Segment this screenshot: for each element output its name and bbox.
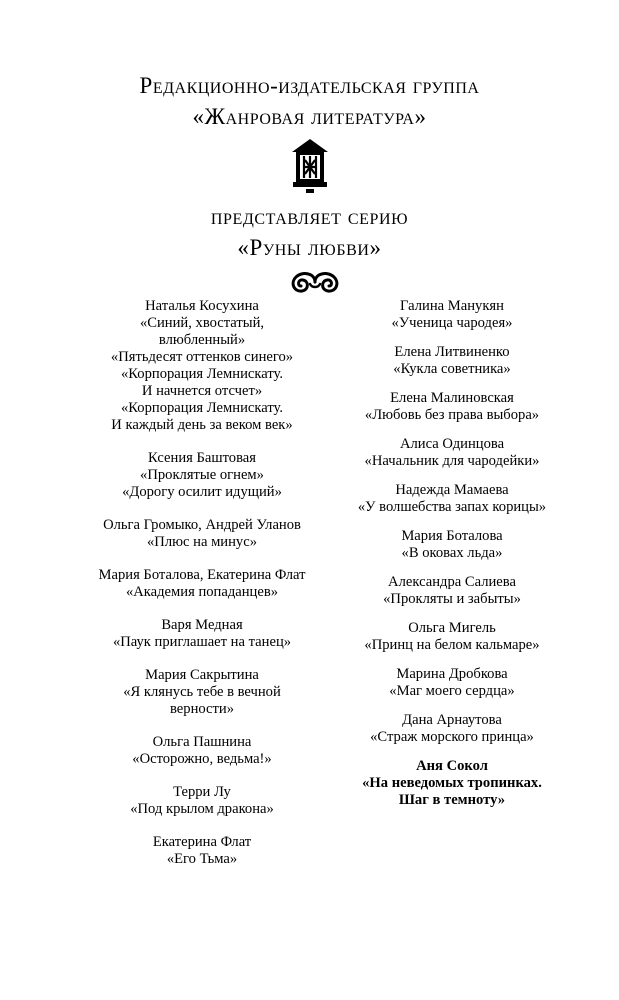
swirl-ornament-icon [288, 268, 342, 296]
book-title: И каждый день за веком век» [111, 417, 293, 433]
lantern-logo-icon [290, 138, 330, 194]
book-title: И начнется отсчет» [141, 383, 263, 399]
author-name: Мария Боталова, Екатерина Флат [98, 567, 306, 583]
publisher-line-1: Редакционно-издательская группа [139, 73, 480, 98]
book-title: «Академия попаданцев» [125, 584, 279, 600]
list-item [72, 834, 332, 868]
author-name: Екатерина Флат [152, 834, 252, 850]
list-item [72, 667, 332, 718]
book-title: «Ученица чародея» [391, 315, 513, 331]
book-title: Шаг в темноту» [398, 792, 506, 808]
author-name: Ольга Пашнина [152, 734, 252, 750]
list-item [332, 620, 572, 654]
list-item [332, 574, 572, 608]
author-name: Дана Арнаутова [402, 712, 502, 728]
book-title: «Осторожно, ведьма!» [132, 751, 272, 767]
left-book-list [72, 298, 332, 884]
book-title: «Пятьдесят оттенков синего» [110, 349, 294, 365]
book-title: «Я клянусь тебе в вечной [123, 684, 281, 700]
author-name: Мария Сакрытина [145, 667, 259, 683]
book-title: «Страж морского принца» [370, 729, 534, 745]
book-title: «На неведомых тропинках. [362, 775, 542, 791]
book-title: «Корпорация Лемнискату. [120, 366, 283, 382]
book-title: «Корпорация Лемнискату. [120, 400, 283, 416]
author-name: Марина Дробкова [396, 666, 508, 682]
book-title: «Синий, хвостатый, [139, 315, 265, 331]
book-title: «Паук приглашает на танец» [112, 634, 292, 650]
author-name: Варя Медная [161, 617, 243, 633]
book-title: «Проклятые огнем» [140, 467, 264, 483]
list-item [72, 567, 332, 601]
list-item [332, 528, 572, 562]
book-title: «Прокляты и забыты» [383, 591, 521, 607]
list-item [72, 450, 332, 501]
list-item [72, 517, 332, 551]
book-title: влюбленный» [158, 332, 246, 348]
book-title: «В оковах льда» [401, 545, 503, 561]
right-book-list [332, 298, 572, 821]
author-name: Мария Боталова [401, 528, 503, 544]
list-item [332, 390, 572, 424]
list-item [332, 666, 572, 700]
list-item [72, 298, 332, 434]
publisher-heading [0, 70, 619, 132]
highlighted-list-item [332, 758, 572, 809]
series-heading [0, 201, 619, 263]
presents-line: представляет серию [210, 204, 409, 229]
list-item [332, 298, 572, 332]
author-name: Александра Салиева [388, 574, 516, 590]
book-title: «Принц на белом кальмаре» [364, 637, 540, 653]
list-item [72, 784, 332, 818]
list-item [332, 482, 572, 516]
list-item [72, 734, 332, 768]
list-item [332, 436, 572, 470]
author-name: Надежда Мамаева [395, 482, 509, 498]
book-title: «Любовь без права выбора» [364, 407, 540, 423]
book-title: верности» [169, 701, 234, 717]
author-name: Галина Манукян [400, 298, 504, 314]
book-title: «Его Тьма» [166, 851, 238, 867]
author-name: Наталья Косухина [145, 298, 259, 314]
book-title: «Начальник для чародейки» [364, 453, 540, 469]
author-name: Ксения Баштовая [148, 450, 256, 466]
author-name: Ольга Мигель [408, 620, 496, 636]
author-name: Алиса Одинцова [399, 436, 505, 452]
list-item [72, 617, 332, 651]
list-item [332, 344, 572, 378]
book-title: «Плюс на минус» [146, 534, 257, 550]
author-name: Ольга Громыко, Андрей Уланов [103, 517, 301, 533]
book-title: «Маг моего сердца» [389, 683, 515, 699]
author-name: Елена Малиновская [390, 390, 514, 406]
publisher-line-2: «Жанровая литература» [192, 104, 427, 129]
author-name: Аня Сокол [416, 758, 488, 774]
author-name: Терри Лу [173, 784, 231, 800]
book-title: «Дорогу осилит идущий» [122, 484, 282, 500]
book-title: «У волшебства запах корицы» [357, 499, 547, 515]
book-title: «Под крылом дракона» [130, 801, 274, 817]
author-name: Елена Литвиненко [394, 344, 510, 360]
book-title: «Кукла советника» [393, 361, 511, 377]
series-title: «Руны любви» [237, 235, 382, 260]
list-item [332, 712, 572, 746]
